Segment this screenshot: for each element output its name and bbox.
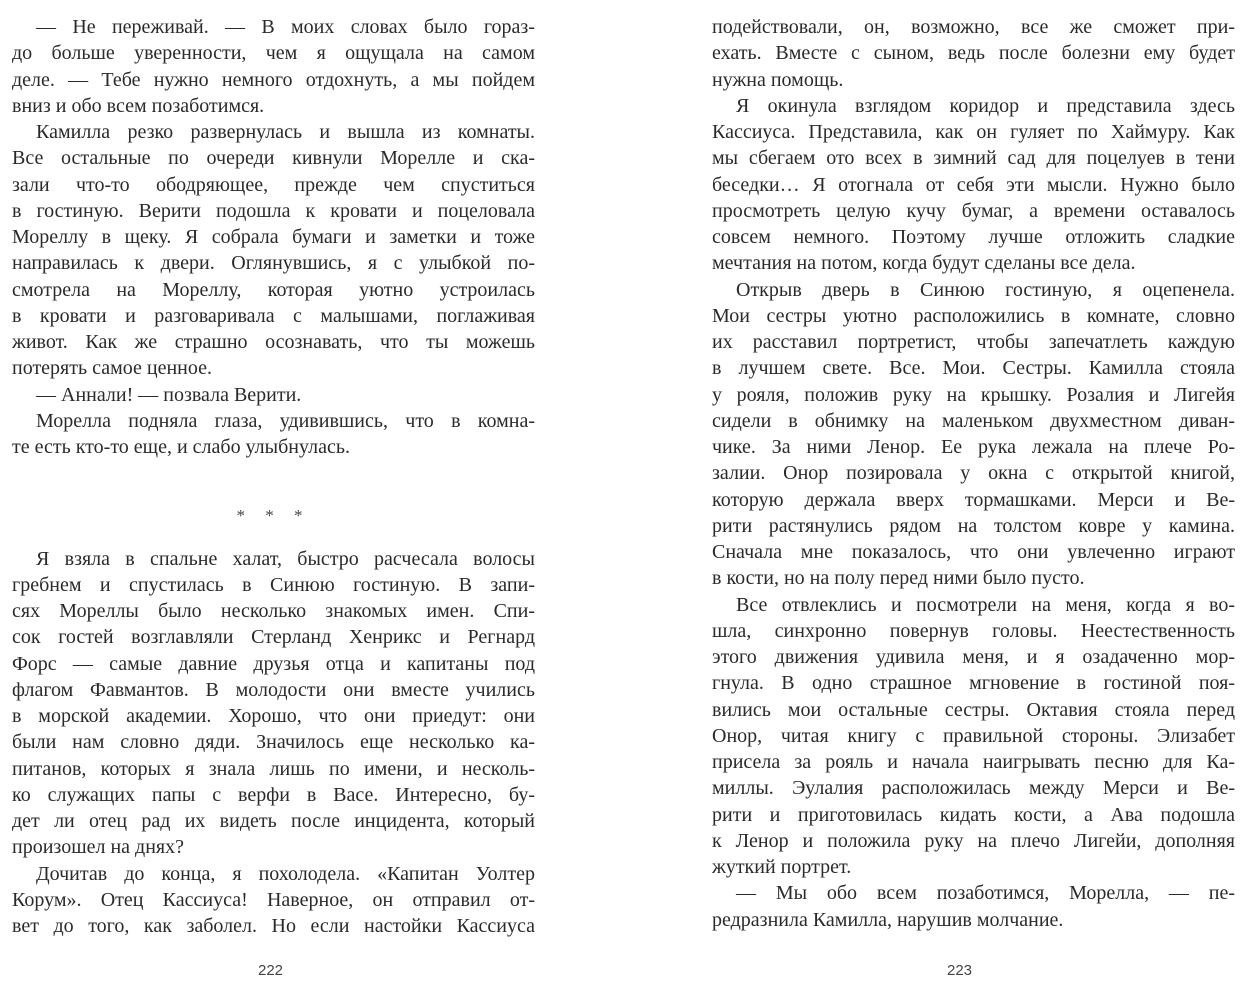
text-line: сях Мореллы было несколько знакомых имен. Спи- [12,600,535,622]
text-line: гнула. В одно страшное мгновение в гостиной поя- [712,672,1235,695]
text-line: к Ленор и положила руку на плечо Лигейи, дополняя [712,829,1235,852]
text-line: сок гостей возглавляли Стерланд Хенрикс и Регнард [12,626,535,649]
text-line: присела за рояль и начала наигрывать песню для Ка- [712,751,1235,773]
text-line: которую держала вверх тормашками. Мерси и Ве- [712,488,1235,511]
text-line: вет до того, как заболел. Но если настойки Кассиуса [12,915,535,937]
text-line: питанов, которых я знала лишь по имени, и несколь- [12,757,535,780]
text-line: потерять самое ценное. [12,357,212,380]
text-line: нужна помощь. [712,68,844,91]
text-line: дет ли отец рад их видеть после инцидента, который [12,810,535,832]
text-line: сидели в обнимку на маленьком двухместном диван- [712,409,1235,432]
paragraph [712,277,1235,592]
text-line: этого движения удивила меня, и я озадаченно мор- [712,646,1235,668]
paragraph [12,861,535,940]
text-line: Форс — самые давние друзья отца и капитаны под [12,652,535,675]
text-line: Мореллу в щеку. Я собрала бумаги и заметки и тоже [12,226,535,248]
text-line: подействовали, он, возможно, все же сможет при- [712,16,1235,38]
text-line: в морской академии. Хорошо, что они приедут: они [12,705,535,727]
text-line: ко служащих папы с верфи в Васе. Интересно, бу- [12,783,535,806]
text-line: — Мы обо всем позаботимся, Морелла, — пе- [736,882,1235,905]
text-line: Морелла подняла глаза, удивившись, что в комна- [36,409,535,432]
text-line: мечтания на потом, когда будут сделаны все дела. [712,252,1136,275]
section-separator: * * * [236,506,311,526]
text-line: в лучшем свете. Все. Мои. Сестры. Камилла стояла [712,357,1235,380]
text-line: в кости, но на полу перед ними было пусто. [712,567,1085,590]
text-line: миллы. Эулалия расположилась между Мерси и Ве- [712,777,1235,800]
text-line: Сначала мне показалось, что они увлеченно играют [712,541,1235,563]
text-line: Кассиуса. Представила, как он гуляет по Хаймуру. Как [712,121,1235,143]
paragraph [12,14,535,119]
paragraph [12,382,535,408]
text-line: редразнила Камилла, нарушив молчание. [712,908,1064,931]
text-line: живот. Как же страшно осознавать, что ты можешь [12,331,535,353]
text-line: Корум». Отец Кассиуса! Наверное, он отправил от- [12,888,535,911]
text-line: Все остальные по очереди кивнули Морелле и ска- [12,147,535,170]
text-line: совсем немного. Поэтому лучше отложить сладкие [712,226,1235,248]
page-number-left: 222 [258,962,284,979]
text-line: рити и приготовилась кидать кости, а Ава подошла [712,803,1235,826]
text-line: залии. Онор позировала у окна с открытой книгой, [712,462,1235,485]
text-line: у рояля, положив руку на крышку. Розалия и Лигейя [712,383,1235,406]
page-number-right: 223 [947,962,973,979]
text-line: их расставил портретист, чтобы запечатлеть каждую [712,331,1235,353]
text-line: в гостиную. Верити подошла к кровати и поцеловала [12,199,535,222]
text-line: Я окинула взглядом коридор и представила здесь [736,94,1235,117]
text-line: до больше уверенности, чем я ощущала на самом [12,42,535,65]
text-line: в кровати и разговаривала с малышами, поглаживая [12,304,535,327]
text-line: гребнем и спустилась в Синюю гостиную. В запи- [12,573,535,596]
paragraph [12,408,535,461]
text-line: Камилла резко развернулась и вышла из комнаты. [36,121,535,143]
text-line: произошел на днях? [12,836,184,859]
text-line: жуткий портрет. [712,856,852,878]
text-line: беседки… Я отогнала от себя эти мысли. Нужно было [712,173,1235,196]
text-line: смотрела на Мореллу, которая уютно устроилась [12,278,535,301]
text-line: вниз и обо всем позаботимся. [12,94,265,117]
text-line: Дочитав до конца, я похолодела. «Капитан Уолтер [36,862,535,885]
text-line: Открыв дверь в Синюю гостиную, я оцепенела. [736,278,1235,301]
text-line: рити растянулись рядом на толстом ковре у камина. [712,514,1235,537]
paragraph [712,14,1235,93]
text-line: — Аннали! — позвала Верити. [36,383,302,406]
text-line: ехать. Вместе с сыном, ведь после болезни ему будет [712,42,1235,65]
text-line: мы сбегаем ото всех в зимний сад для поцелуев в тени [712,147,1235,170]
text-line: вились мои остальные сестры. Октавия стояла перед [712,698,1235,721]
text-line: были нам словно дяди. Значилось еще несколько ка- [12,731,535,754]
paragraph [712,880,1235,933]
right-page [712,14,1235,933]
text-line: Онор, читая книгу с правильной стороны. Элизабет [712,724,1235,747]
text-line: Я взяла в спальне халат, быстро расчесала волосы [36,547,535,570]
text-line: те есть кто-то еще, и слабо улыбнулась. [12,436,350,458]
text-line: Все отвлеклись и посмотрели на меня, когда я во- [736,593,1235,616]
text-line: — Не переживай. — В моих словах было гораз- [36,16,535,38]
text-line: зали что-то ободряющее, прежде чем спуститься [12,173,535,196]
paragraph [12,119,535,382]
text-line: деле. — Тебе нужно немного отдохнуть, а мы пойдем [12,68,535,91]
text-line: просмотреть целую кучу бумаг, а времени оставалось [712,199,1235,222]
paragraph [712,592,1235,881]
paragraph [712,93,1235,277]
text-line: Мои сестры уютно расположились в комнате, словно [712,304,1235,327]
left-page [12,14,535,939]
text-line: чике. За ними Ленор. Ее рука лежала на плече Ро- [712,436,1235,458]
text-line: направилась к двери. Оглянувшись, я с улыбкой по- [12,252,535,275]
paragraph [12,546,535,861]
text-line: шла, синхронно повернув головы. Неестественность [712,619,1235,642]
text-line: флагом Фавмантов. В молодости они вместе учились [12,678,535,701]
